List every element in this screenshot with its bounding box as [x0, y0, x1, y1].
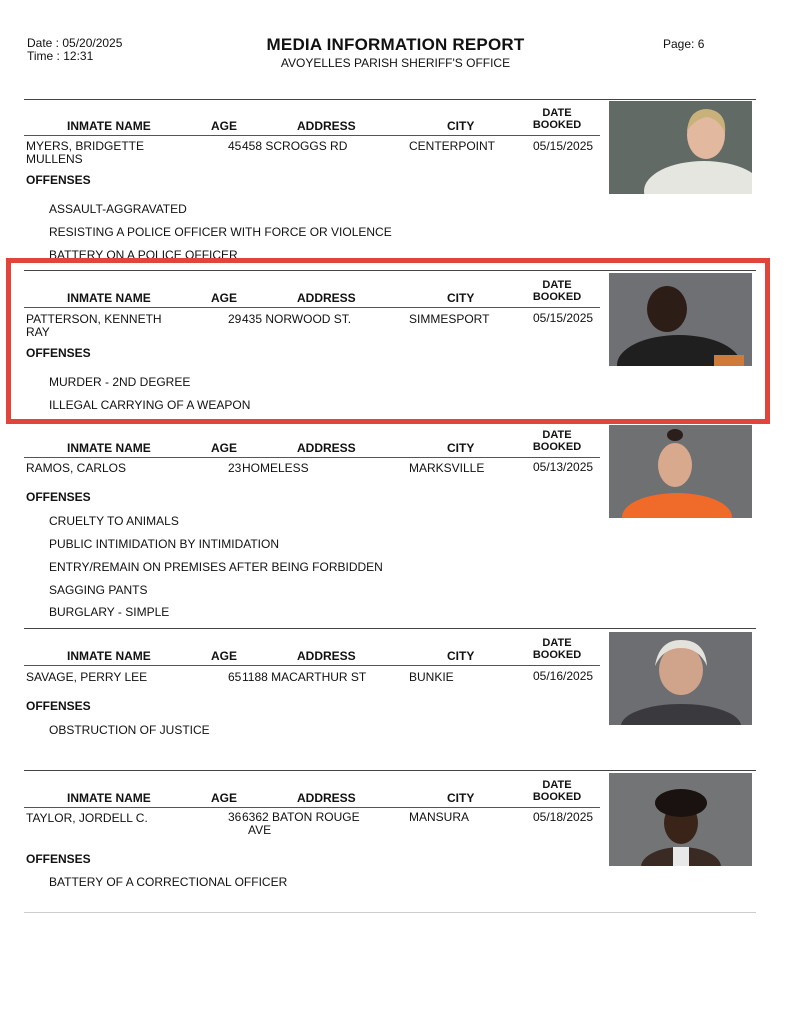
- header-underline: [24, 807, 600, 808]
- inmate-city: SIMMESPORT: [409, 312, 490, 326]
- col-header-city: CITY: [447, 291, 475, 305]
- offenses-heading: OFFENSES: [26, 699, 91, 713]
- col-header-address: ADDRESS: [297, 791, 356, 805]
- inmate-city: MARKSVILLE: [409, 461, 485, 475]
- offense-item: BURGLARY - SIMPLE: [49, 605, 170, 619]
- col-header-age: AGE: [211, 291, 238, 305]
- offense-item: ILLEGAL CARRYING OF A WEAPON: [49, 398, 251, 412]
- offenses-heading: OFFENSES: [26, 173, 91, 187]
- inmate-photo: [609, 773, 752, 866]
- record-divider: [24, 628, 756, 629]
- col-header-age: AGE: [211, 119, 238, 133]
- page-bottom-rule: [24, 912, 756, 913]
- col-header-age: AGE: [211, 791, 238, 805]
- col-header-city: CITY: [447, 119, 475, 133]
- col-header-city: CITY: [447, 649, 475, 663]
- inmate-address: 458 SCROGGS RD: [242, 139, 348, 153]
- inmate-city: CENTERPOINT: [409, 139, 496, 153]
- date-booked: 05/15/2025: [533, 311, 594, 325]
- inmate-age: 29: [228, 312, 242, 326]
- inmate-name: PATTERSON, KENNETH RAY: [26, 312, 162, 339]
- record-divider: [24, 99, 756, 100]
- inmate-record-ramos: [0, 420, 791, 630]
- col-header-address: ADDRESS: [297, 649, 356, 663]
- col-header-date-booked: DATE BOOKED: [532, 107, 582, 131]
- inmate-photo: [609, 425, 752, 518]
- inmate-address: HOMELESS: [242, 461, 309, 475]
- page-number: Page: 6: [663, 37, 705, 51]
- col-header-inmate-name: INMATE NAME: [67, 441, 151, 455]
- offenses-heading: OFFENSES: [26, 852, 91, 866]
- offense-item: MURDER - 2ND DEGREE: [49, 375, 191, 389]
- col-header-age: AGE: [211, 649, 238, 663]
- inmate-name: SAVAGE, PERRY LEE: [26, 670, 148, 684]
- offense-item: BATTERY ON A POLICE OFFICER: [49, 248, 238, 259]
- inmate-age: 65: [228, 670, 242, 684]
- inmate-city: MANSURA: [409, 810, 470, 824]
- inmate-name: RAMOS, CARLOS: [26, 461, 127, 475]
- record-divider: [24, 770, 756, 771]
- inmate-age: 36: [228, 810, 242, 824]
- offense-item: SAGGING PANTS: [49, 583, 148, 597]
- inmate-age: 45: [228, 139, 242, 153]
- date-booked: 05/18/2025: [533, 810, 594, 824]
- header-underline: [24, 665, 600, 666]
- inmate-age: 23: [228, 461, 242, 475]
- offenses-heading: OFFENSES: [26, 490, 91, 504]
- col-header-inmate-name: INMATE NAME: [67, 119, 151, 133]
- col-header-city: CITY: [447, 441, 475, 455]
- date-booked: 05/15/2025: [533, 139, 594, 153]
- col-header-date-booked: DATE BOOKED: [532, 779, 582, 803]
- offense-item: ASSAULT-AGGRAVATED: [49, 202, 187, 216]
- date-booked: 05/16/2025: [533, 669, 594, 683]
- inmate-address: 1188 MACARTHUR ST: [242, 670, 367, 684]
- report-date: Date : 05/20/2025: [27, 36, 123, 50]
- col-header-address: ADDRESS: [297, 119, 356, 133]
- offenses-heading: OFFENSES: [26, 346, 91, 360]
- col-header-date-booked: DATE BOOKED: [532, 637, 582, 661]
- inmate-photo: [609, 632, 752, 725]
- report-time: Time : 12:31: [27, 49, 94, 63]
- date-booked: 05/13/2025: [533, 460, 594, 474]
- inmate-record-myers: [0, 99, 791, 259]
- inmate-address: 6362 BATON ROUGE AVE: [242, 810, 360, 837]
- offense-item: CRUELTY TO ANIMALS: [49, 514, 179, 528]
- report-title: MEDIA INFORMATION REPORT: [266, 35, 525, 54]
- col-header-inmate-name: INMATE NAME: [67, 291, 151, 305]
- header-underline: [24, 457, 600, 458]
- col-header-age: AGE: [211, 441, 238, 455]
- inmate-record-taylor: [0, 770, 791, 910]
- inmate-record-savage: [0, 628, 791, 768]
- col-header-inmate-name: INMATE NAME: [67, 791, 151, 805]
- col-header-date-booked: DATE BOOKED: [532, 279, 582, 303]
- highlight-box: [6, 258, 770, 424]
- col-header-address: ADDRESS: [297, 441, 356, 455]
- offense-item: OBSTRUCTION OF JUSTICE: [49, 723, 210, 737]
- col-header-inmate-name: INMATE NAME: [67, 649, 151, 663]
- offense-item: RESISTING A POLICE OFFICER WITH FORCE OR VIOLENCE: [49, 225, 392, 239]
- inmate-address: 435 NORWOOD ST.: [242, 312, 352, 326]
- offense-item: ENTRY/REMAIN ON PREMISES AFTER BEING FORBIDDEN: [49, 560, 383, 574]
- offense-item: BATTERY OF A CORRECTIONAL OFFICER: [49, 875, 288, 889]
- inmate-name: MYERS, BRIDGETTE MULLENS: [26, 139, 145, 166]
- col-header-city: CITY: [447, 791, 475, 805]
- inmate-name: TAYLOR, JORDELL C.: [26, 811, 148, 825]
- offense-item: PUBLIC INTIMIDATION BY INTIMIDATION: [49, 537, 280, 551]
- col-header-date-booked: DATE BOOKED: [532, 429, 582, 453]
- report-subtitle: AVOYELLES PARISH SHERIFF'S OFFICE: [280, 56, 511, 70]
- inmate-photo: [609, 101, 752, 194]
- col-header-address: ADDRESS: [297, 291, 356, 305]
- header-underline: [24, 135, 600, 136]
- inmate-city: BUNKIE: [409, 670, 454, 684]
